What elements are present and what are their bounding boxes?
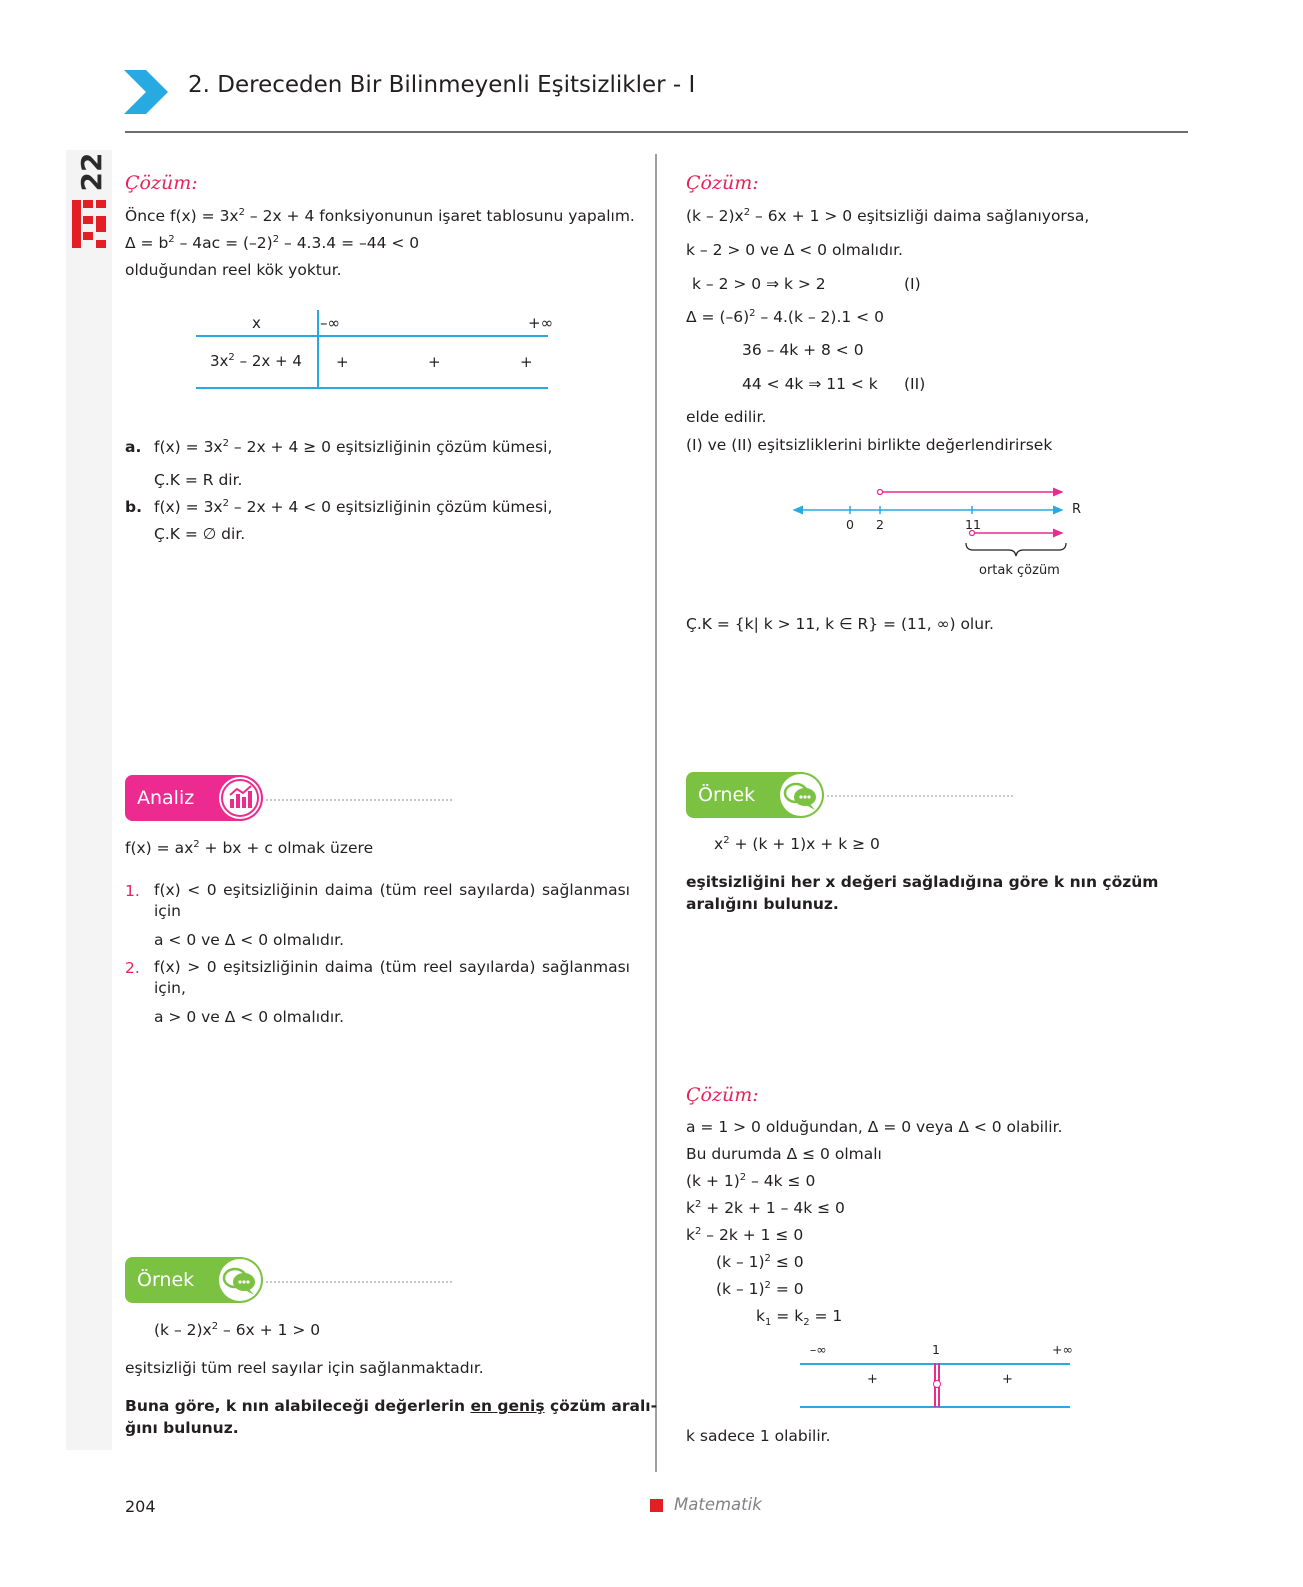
- equation: $(k - 2)x^2 - 6x + 1 > 0$: [154, 1321, 321, 1339]
- ornek-badge: Örnek: [125, 1257, 263, 1303]
- text-line: $(k + 1)^2 - 4k \le 0$: [686, 1172, 816, 1190]
- text-paragraph: f(x) > 0 eşitsizliğinin daima (tüm reel sayılarda) sağlanması için,: [154, 958, 630, 997]
- item-label-b: b.: [125, 498, 142, 516]
- text-line: elde edilir.: [686, 408, 767, 426]
- table-sign: +: [867, 1372, 878, 1387]
- text-line: $f(x) = ax^2$ + bx + c olmak üzere: [125, 839, 374, 857]
- text-line: olduğundan reel kök yoktur.: [125, 261, 342, 279]
- table-sign: +: [1002, 1372, 1013, 1387]
- root-marker: [933, 1380, 941, 1388]
- speech-bubbles-icon: [219, 1259, 261, 1301]
- analiz-badge: Analiz: [125, 775, 263, 821]
- text-line: k – 2 > 0 ⇒ k > 2: [692, 275, 826, 293]
- text-line: $k_1 = k_2 = 1$: [756, 1307, 843, 1328]
- solution-heading: Çözüm:: [686, 1084, 759, 1106]
- sign-table: [800, 1342, 1073, 1408]
- column-divider: [655, 154, 657, 1472]
- equation: $x^2 + (k + 1)x + k \ge 0$: [714, 835, 880, 853]
- equation-tag: (II): [904, 375, 926, 393]
- axis-label: R: [1072, 502, 1082, 517]
- tick-label: 11: [965, 517, 981, 532]
- text-line: $k^2 + 2k + 1 - 4k \le 0$: [686, 1199, 845, 1217]
- text-line: $(k - 2)x^2 - 6x + 1 > 0$ eşitsizliği daima sağlanıyorsa,: [686, 207, 1090, 225]
- table-hline: [196, 387, 548, 389]
- table-row-label: $3x^2 - 2x + 4$: [210, 352, 302, 370]
- common-solution-caption: ortak çözüm: [979, 563, 1060, 578]
- tick-label: 0: [846, 517, 854, 532]
- table-vline: [317, 310, 319, 388]
- text-line: $\Delta = (-6)^2 - 4.(k - 2).1 < 0$: [686, 308, 884, 326]
- item-number: 1.: [125, 882, 140, 900]
- text-line: 36 – 4k + 8 < 0: [742, 341, 864, 359]
- question-line: Buna göre, k nın alabileceği değerlerin en geniş çözüm aralı-: [125, 1397, 658, 1415]
- fasikul-number: 22: [75, 152, 108, 192]
- table-header-neg-inf: –∞: [810, 1342, 827, 1357]
- text-line: (k – 1)$^2$ = 0: [716, 1280, 804, 1298]
- question-line: ğını bulunuz.: [125, 1419, 239, 1437]
- text-line: a = 1 > 0 olduğundan, Δ = 0 veya Δ < 0 olabilir.: [686, 1118, 1063, 1136]
- text-line: (k – 1)$^2$ ≤ 0: [716, 1253, 804, 1271]
- text-line: k – 2 > 0 ve Δ < 0 olmalıdır.: [686, 241, 903, 259]
- table-sign: +: [336, 353, 349, 371]
- text-line: Ç.K = R dir.: [154, 471, 243, 489]
- header-divider: [125, 131, 1188, 133]
- number-line-diagram: [790, 480, 1090, 590]
- text-line: a < 0 ve Δ < 0 olmalıdır.: [154, 931, 345, 949]
- item-label-a: a.: [125, 438, 142, 456]
- table-sign: +: [520, 353, 533, 371]
- badge-dotted-line: [827, 795, 1013, 797]
- tick-label: 2: [876, 517, 884, 532]
- ornek-badge: Örnek: [686, 772, 824, 818]
- table-sign: +: [428, 353, 441, 371]
- table-header-pos-inf: +∞: [1052, 1342, 1073, 1357]
- fasikul-logo: [69, 196, 108, 252]
- sign-table: [196, 310, 554, 388]
- text-line: $\Delta = b^2 - 4ac = (-2)^2 - 4.3.4 = -44 < 0$: [125, 234, 420, 252]
- result-line: Ç.K = {k| k > 11, k ∈ R} = (11, ∞) olur.: [686, 615, 994, 633]
- question-paragraph: eşitsizliğini her x değeri sağladığına göre k nın çözüm aralığını bulunuz.: [686, 873, 1159, 913]
- text-line: $k^2 - 2k + 1 \le 0$: [686, 1226, 804, 1244]
- text-line: $f(x) = 3x^2 - 2x + 4 \ge 0$ eşitsizliğinin çözüm kümesi,: [154, 438, 553, 456]
- solution-heading: Çözüm:: [125, 172, 198, 194]
- text-paragraph: f(x) < 0 eşitsizliğinin daima (tüm reel sayılarda) sağlanması için: [154, 881, 630, 920]
- text-line: Ç.K = ∅ dir.: [154, 525, 246, 543]
- footer-subject: Matematik: [674, 1495, 762, 1514]
- page-title: 2. Dereceden Bir Bilinmeyenli Eşitsizlikler - I: [188, 72, 696, 98]
- text-line: Önce $f(x) = 3x^2 - 2x + 4$ fonksiyonunun işaret tablosunu yapalım.: [125, 207, 635, 225]
- text-line: eşitsizliği tüm reel sayılar için sağlanmaktadır.: [125, 1359, 484, 1377]
- text-line: 44 < 4k ⇒ 11 < k: [742, 375, 878, 393]
- page-number: 204: [125, 1497, 156, 1516]
- badge-dotted-line: [266, 1281, 452, 1283]
- item-number: 2.: [125, 959, 140, 977]
- speech-bubbles-icon: [780, 774, 822, 816]
- text-line: (I) ve (II) eşitsizliklerini birlikte değerlendirirsek: [686, 436, 1053, 454]
- footer-square-icon: [650, 1499, 663, 1512]
- table-header-root: 1: [932, 1342, 940, 1357]
- table-header-x: x: [252, 314, 261, 332]
- table-header-neg-inf: –∞: [320, 314, 340, 332]
- table-header-pos-inf: +∞: [528, 314, 554, 332]
- chart-icon: [219, 777, 261, 819]
- svg-text:FÖY: FÖY: [69, 226, 71, 227]
- chevron-arrow-icon: [124, 70, 168, 114]
- text-line: $f(x) = 3x^2 - 2x + 4 < 0$ eşitsizliğinin çözüm kümesi,: [154, 498, 553, 516]
- side-strip: [66, 150, 112, 1450]
- equation-tag: (I): [904, 275, 921, 293]
- text-line: Bu durumda Δ ≤ 0 olmalı: [686, 1145, 882, 1163]
- result-line: k sadece 1 olabilir.: [686, 1427, 831, 1445]
- text-line: a > 0 ve Δ < 0 olmalıdır.: [154, 1008, 345, 1026]
- badge-dotted-line: [266, 799, 452, 801]
- solution-heading: Çözüm:: [686, 172, 759, 194]
- table-hline: [196, 335, 548, 337]
